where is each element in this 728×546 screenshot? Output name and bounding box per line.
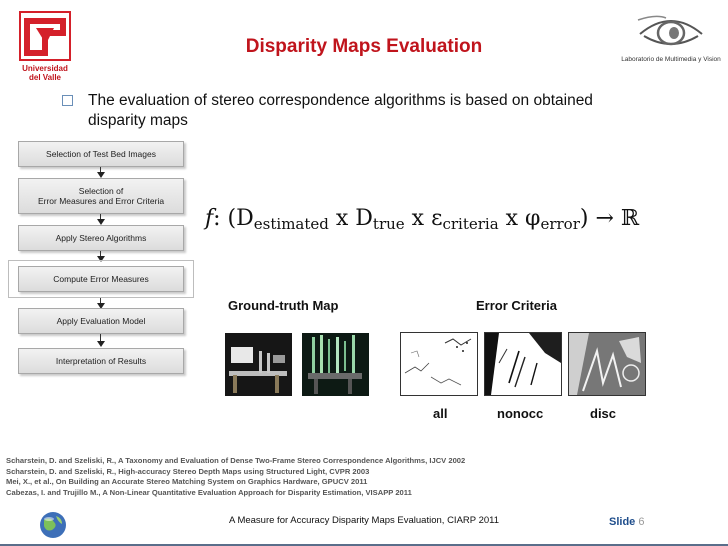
evaluation-flowchart bbox=[0, 0, 210, 390]
slide-title: Disparity Maps Evaluation bbox=[245, 36, 483, 57]
ground-truth-photo-scene bbox=[225, 333, 292, 396]
formula-sub-error: error bbox=[540, 215, 580, 233]
slide-number-value: 6 bbox=[638, 516, 645, 528]
formula-sub-true: true bbox=[372, 215, 405, 233]
error-map-all bbox=[400, 332, 478, 396]
criteria-label-all: all bbox=[433, 406, 448, 421]
univalle-logo-line2: del Valle bbox=[28, 73, 62, 82]
flow-step-error-measures: Selection of Error Measures and Error Criteria bbox=[18, 178, 184, 214]
formula-f: f bbox=[205, 206, 214, 231]
flow-step-evaluation-model: Apply Evaluation Model bbox=[18, 308, 184, 334]
slide-number bbox=[609, 516, 644, 528]
formula-part: ) → ℝ bbox=[579, 206, 640, 231]
error-map-disc bbox=[568, 332, 646, 396]
reference-item: Scharstein, D. and Szeliski, R., A Taxonomy and Evaluation of Dense Two-Frame Stereo Correspondence Algorithms, IJCV 2002 bbox=[6, 456, 466, 465]
flow-step-apply-stereo: Apply Stereo Algorithms bbox=[18, 225, 184, 251]
flow-step-interpretation: Interpretation of Results bbox=[18, 348, 184, 374]
slide-label: Slide bbox=[609, 516, 636, 528]
bullet-text-line1: The evaluation of stereo correspondence algorithms is based on obtained bbox=[88, 92, 593, 109]
vision-lab-caption: Laboratorio de Multimedia y Vision bbox=[621, 56, 721, 63]
reference-item: Mei, X., et al., On Building an Accurate Stereo Matching System on Graphics Hardware, GPUCV 2011 bbox=[6, 477, 368, 486]
flow-step-compute-error: Compute Error Measures bbox=[18, 266, 184, 292]
ground-truth-label: Ground-truth Map bbox=[228, 298, 339, 313]
formula-sub-estimated: estimated bbox=[253, 215, 329, 233]
footer-text: A Measure for Accuracy Disparity Maps Evaluation, CIARP 2011 bbox=[229, 515, 499, 526]
reference-item: Cabezas, I. and Trujillo M., A Non-Linear Quantitative Evaluation Approach for Disparity Estimation, VISAPP 2011 bbox=[6, 487, 412, 497]
error-map-nonocc bbox=[484, 332, 562, 396]
formula-part: x φ bbox=[498, 206, 541, 231]
criteria-label-disc: disc bbox=[590, 406, 617, 421]
reference-item: Scharstein, D. and Szeliski, R., High-accuracy Stereo Depth Maps using Structured Light, CVPR 2003 bbox=[6, 466, 370, 476]
formula-part: : (D bbox=[213, 206, 254, 231]
flow-step-test-bed: Selection of Test Bed Images bbox=[18, 141, 184, 167]
flow-arrowhead bbox=[97, 341, 105, 347]
formula-sub-criteria: criteria bbox=[442, 215, 499, 233]
error-criteria-label: Error Criteria bbox=[476, 298, 557, 313]
univalle-logo-line1: Universidad bbox=[22, 64, 68, 73]
references bbox=[6, 456, 646, 498]
formula-part: x D bbox=[328, 206, 373, 231]
formula-part: x ε bbox=[404, 206, 443, 231]
bullet-text-line2: disparity maps bbox=[88, 112, 188, 129]
criteria-label-nonocc: nonocc bbox=[497, 406, 544, 421]
evaluation-formula bbox=[205, 206, 639, 233]
ground-truth-photo-pattern bbox=[302, 333, 369, 396]
